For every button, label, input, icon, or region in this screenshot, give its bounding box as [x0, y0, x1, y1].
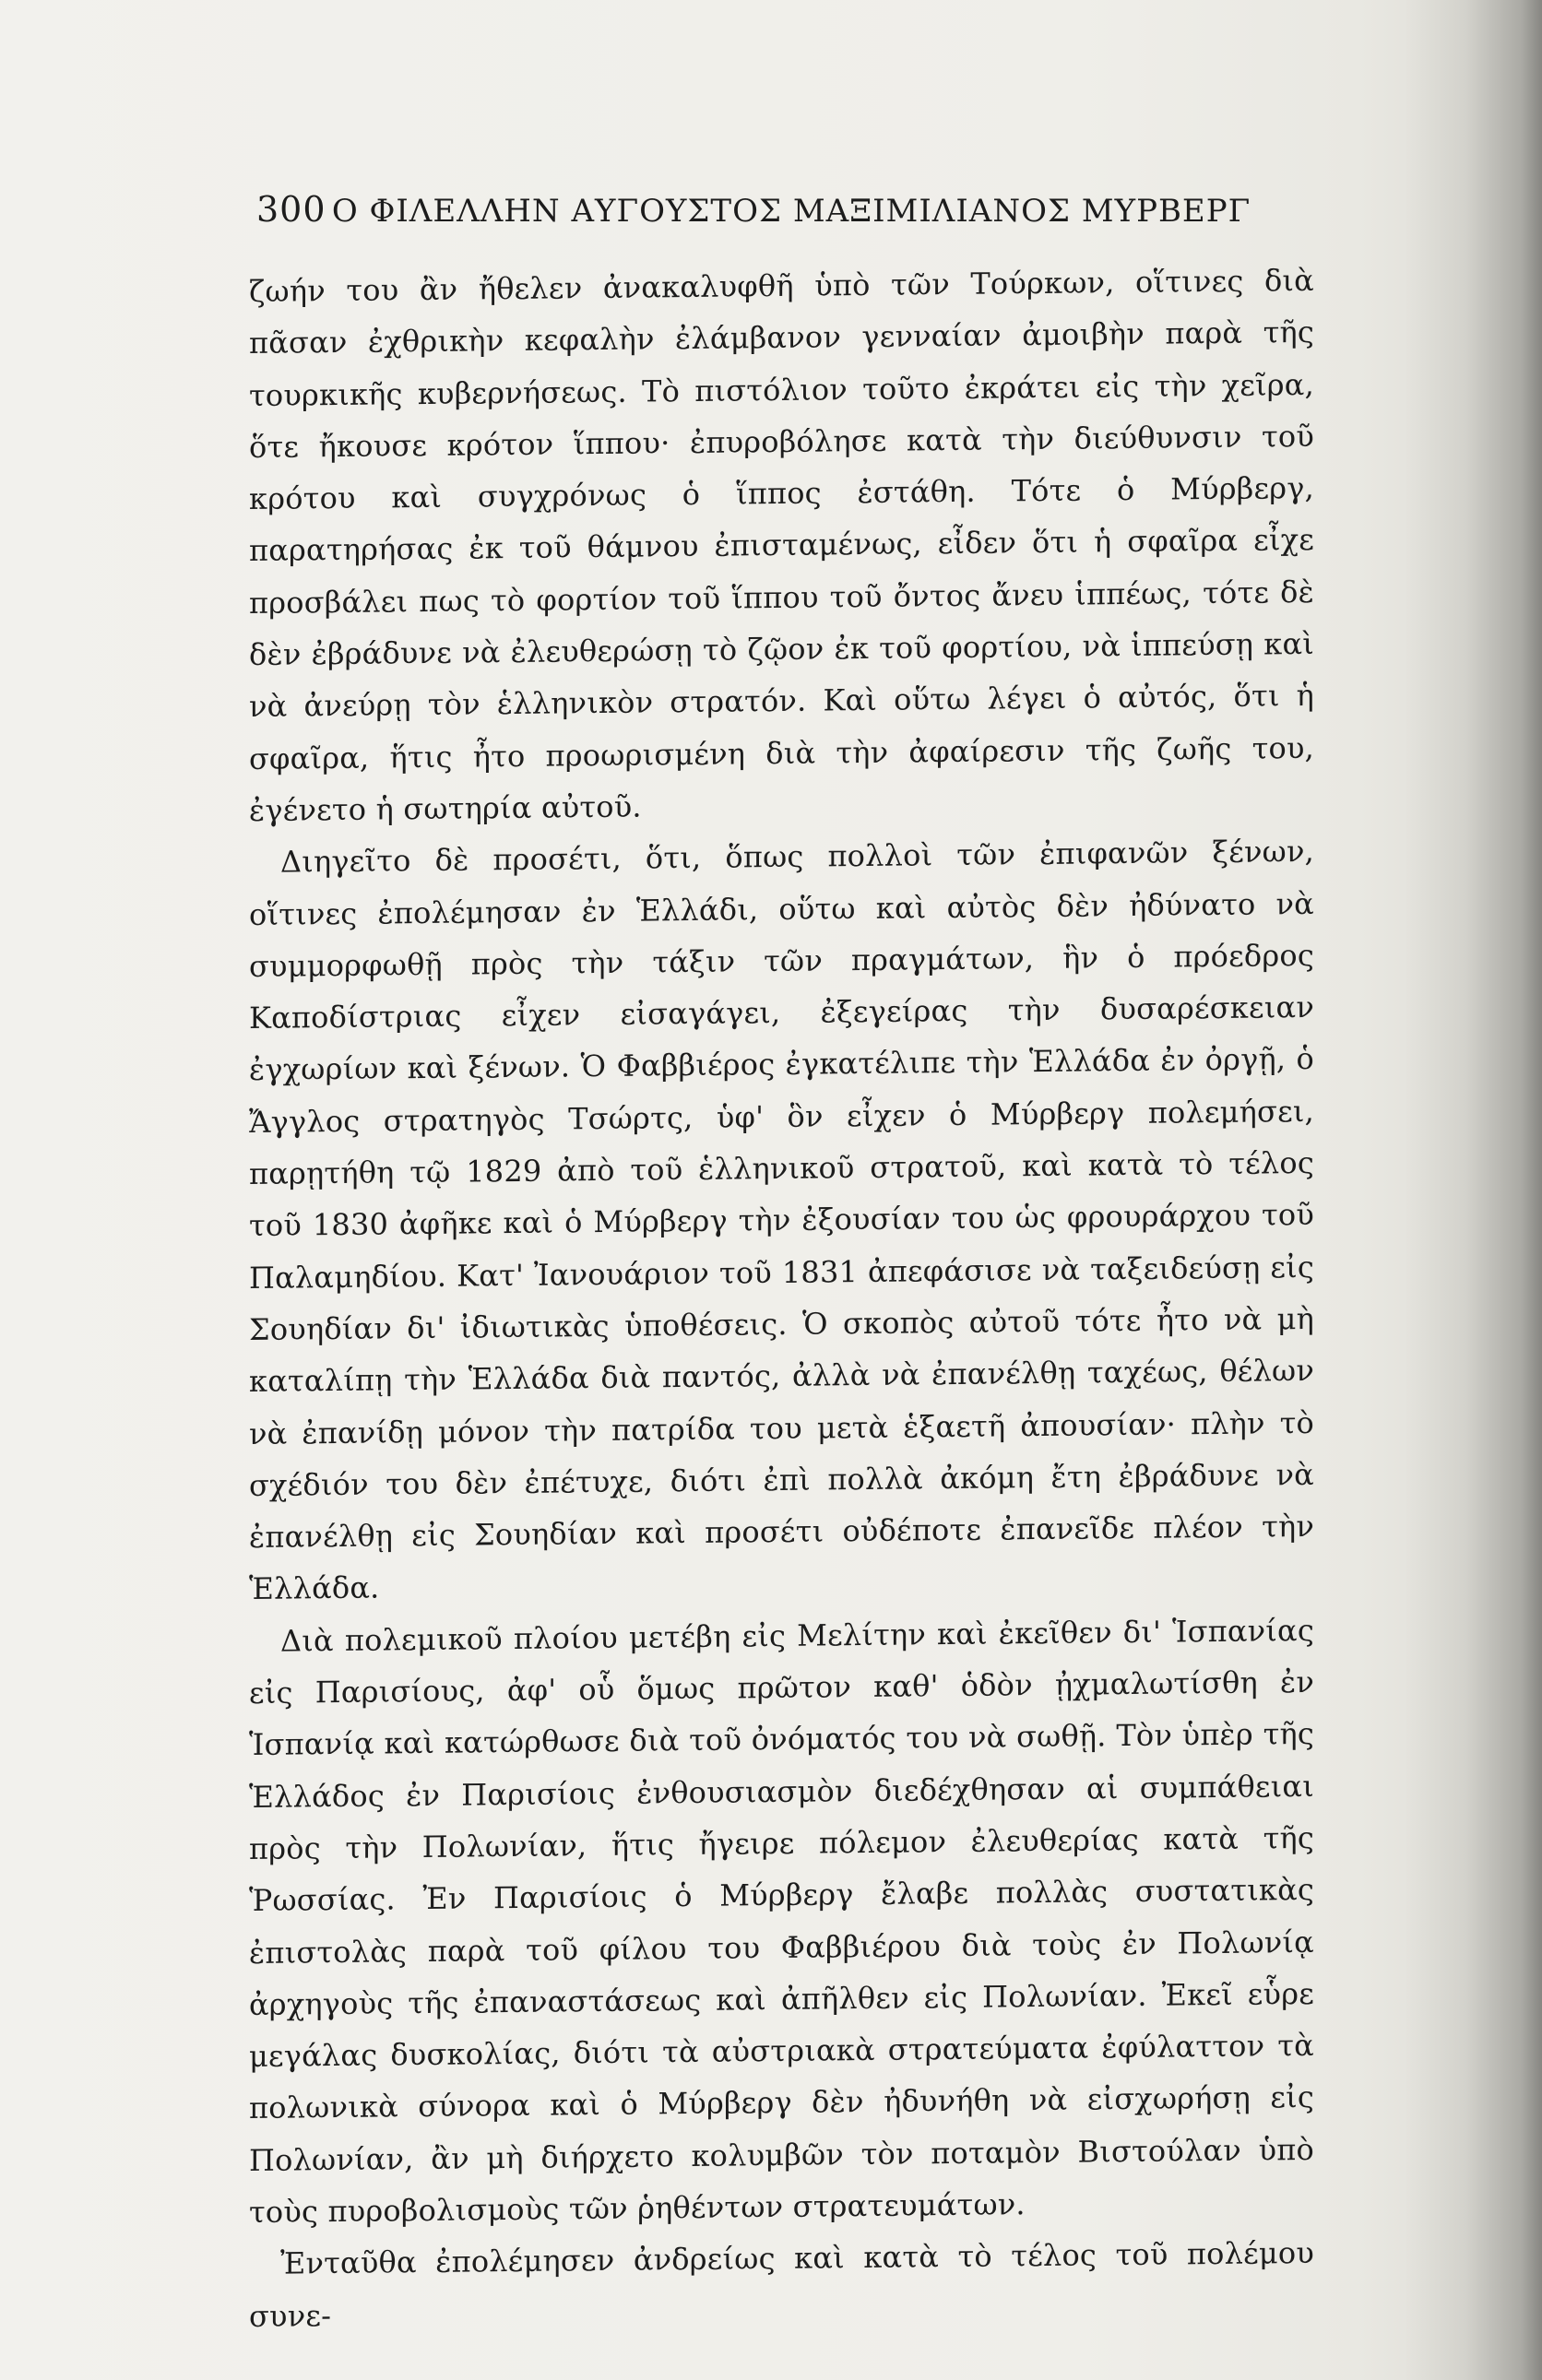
paragraph-3: Διὰ πολεμικοῦ πλοίου μετέβη εἰς Μελίτην καὶ ἐκεῖθεν δι' Ἱσπανίας εἰς Παρισίους, ἀφ' οὗ ὅμως πρῶτον καθ' ὁδὸν ᾐχμαλωτίσθη ἐν Ἱσπανίᾳ καὶ κατώρθωσε διὰ τοῦ ὀνόματός του νὰ σωθῇ. Τὸν ὑπὲρ τῆς Ἑλλάδος ἐν Παρισίοις ἐνθουσιασμὸν διεδέχθησαν αἱ συμπάθειαι πρὸς τὴν Πολωνίαν, ἥτις ἤγειρε πόλεμον ἐλευθερίας κατὰ τῆς Ῥωσσίας. Ἐν Παρισίοις ὁ Μύρβεργ ἔλαβε πολλὰς συστατικὰς ἐπιστολὰς παρὰ τοῦ φίλου του Φαββιέρου διὰ τοὺς ἐν Πολωνίᾳ ἀρχηγοὺς τῆς ἐπαναστάσεως καὶ ἀπῆλθεν εἰς Πολωνίαν. Ἐκεῖ εὗρε μεγάλας δυσκολίας, διότι τὰ αὐστριακὰ στρατεύματα ἐφύλαττον τὰ πολωνικὰ σύνορα καὶ ὁ Μύρβεργ δὲν ἠδυνήθη νὰ εἰσχωρήσῃ εἰς Πολωνίαν, ἂν μὴ διήρχετο κολυμβῶν τὸν ποταμὸν Βιστούλαν ὑπὸ τοὺς πυροβολισμοὺς τῶν ῥηθέντων στρατευμάτων.	[249, 1612, 1314, 2230]
running-head	[256, 189, 1345, 230]
page-number: 300	[256, 189, 326, 230]
gutter-shadow	[1404, 0, 1542, 2380]
paragraph-4: Ἐνταῦθα ἐπολέμησεν ἀνδρείως καὶ κατὰ τὸ τέλος τοῦ πολέμου συνε-	[249, 2235, 1314, 2334]
running-title: Ο ΦΙΛΕΛΛΗΝ ΑΥΓΟΥΣΤΟΣ ΜΑΞΙΜΙΛΙΑΝΟΣ ΜΥΡΒΕΡΓ	[331, 193, 1251, 230]
body-text	[249, 255, 1314, 2342]
paragraph-1: ζωήν του ἂν ἤθελεν ἀνακαλυφθῆ ὑπὸ τῶν Τούρκων, οἵτινες διὰ πᾶσαν ἐχθρικὴν κεφαλὴν ἐλάμβανον γενναίαν ἀμοιβὴν παρὰ τῆς τουρκικῆς κυβερνήσεως. Τὸ πιστόλιον τοῦτο ἐκράτει εἰς τὴν χεῖρα, ὅτε ἤκουσε κρότον ἵππου· ἐπυροβόλησε κατὰ τὴν διεύθυνσιν τοῦ κρότου καὶ συγχρόνως ὁ ἵππος ἐστάθη. Τότε ὁ Μύρβεργ, παρατηρήσας ἐκ τοῦ θάμνου ἐπισταμένως, εἶδεν ὅτι ἡ σφαῖρα εἶχε προσβάλει πως τὸ φορτίον τοῦ ἵππου τοῦ ὄντος ἄνευ ἱππέως, τότε δὲ δὲν ἐβράδυνε νὰ ἐλευθερώσῃ τὸ ζῷον ἐκ τοῦ φορτίου, νὰ ἱππεύσῃ καὶ νὰ ἀνεύρῃ τὸν ἑλληνικὸν στρατόν. Καὶ οὕτω λέγει ὁ αὐτός, ὅτι ἡ σφαῖρα, ἥτις ἦτο προωρισμένη διὰ τὴν ἀφαίρεσιν τῆς ζωῆς του, ἐγένετο ἡ σωτηρία αὐτοῦ.	[249, 262, 1314, 828]
paragraph-2: Διηγεῖτο δὲ προσέτι, ὅτι, ὅπως πολλοὶ τῶν ἐπιφανῶν ξένων, οἵτινες ἐπολέμησαν ἐν Ἑλλάδι, οὕτω καὶ αὐτὸς δὲν ἠδύνατο νὰ συμμορφωθῇ πρὸς τὴν τάξιν τῶν πραγμάτων, ἣν ὁ πρόεδρος Καποδίστριας εἶχεν εἰσαγάγει, ἐξεγείρας τὴν δυσαρέσκειαν ἐγχωρίων καὶ ξένων. Ὁ Φαββιέρος ἐγκατέλιπε τὴν Ἑλλάδα ἐν ὀργῇ, ὁ Ἄγγλος στρατηγὸς Τσώρτς, ὑφ' ὃν εἶχεν ὁ Μύρβεργ πολεμήσει, παρῃτήθη τῷ 1829 ἀπὸ τοῦ ἑλληνικοῦ στρατοῦ, καὶ κατὰ τὸ τέλος τοῦ 1830 ἀφῆκε καὶ ὁ Μύρβεργ τὴν ἐξουσίαν του ὡς φρουράρχου τοῦ Παλαμηδίου. Κατ' Ἰανουάριον τοῦ 1831 ἀπεφάσισε νὰ ταξειδεύσῃ εἰς Σουηδίαν δι' ἰδιωτικὰς ὑποθέσεις. Ὁ σκοπὸς αὐτοῦ τότε ἦτο νὰ μὴ καταλίπῃ τὴν Ἑλλάδα διὰ παντός, ἀλλὰ νὰ ἐπανέλθῃ ταχέως, θέλων νὰ ἐπανίδῃ μόνον τὴν πατρίδα του μετὰ ἑξαετῆ ἀπουσίαν· πλὴν τὸ σχέδιόν του δὲν ἐπέτυχε, διότι ἐπὶ πολλὰ ἀκόμη ἔτη ἐβράδυνε νὰ ἐπανέλθῃ εἰς Σουηδίαν καὶ προσέτι οὐδέποτε ἐπανεῖδε πλέον τὴν Ἑλλάδα.	[249, 834, 1314, 1607]
